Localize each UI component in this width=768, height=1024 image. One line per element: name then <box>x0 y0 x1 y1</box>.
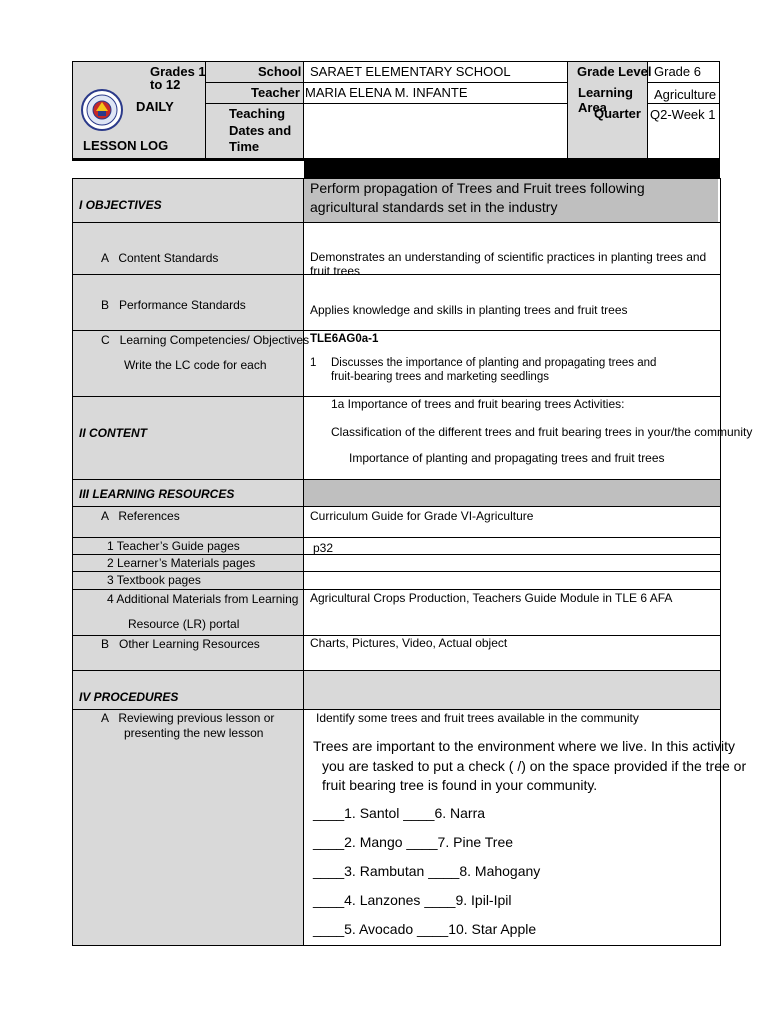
teacher-value: MARIA ELENA M. INFANTE <box>305 85 468 100</box>
learners-materials-label: 2 Learner’s Materials pages <box>107 556 256 570</box>
lc-number: 1 <box>310 357 317 369</box>
quarter-value: Q2-Week 1 <box>650 107 716 122</box>
learning-area-value: Agriculture <box>654 87 717 102</box>
other-resources-label: B Other Learning Resources <box>101 637 260 651</box>
lc-code: TLE6AG0a-1 <box>310 333 379 345</box>
activity-paragraph-3: fruit bearing tree is found in your community. <box>322 777 598 793</box>
performance-standards-value: Applies knowledge and skills in planting trees and fruit trees <box>310 303 628 317</box>
daily-label: DAILY <box>136 99 174 114</box>
tree-item-row: ____2. Mango ____7. Pine Tree <box>313 834 514 850</box>
school-value: SARAET ELEMENTARY SCHOOL <box>310 64 511 79</box>
teaching-dates-label: Teaching Dates and Time <box>229 106 292 154</box>
objectives-text: Perform propagation of Trees and Fruit trees following agricultural standards set in the industry <box>310 180 645 215</box>
content-line-1: 1a Importance of trees and fruit bearing trees Activities: <box>331 397 625 411</box>
content-standards-label: A Content Standards <box>101 251 219 265</box>
tree-item-row: ____1. Santol ____6. Narra <box>313 805 486 821</box>
procedures-label: IV PROCEDURES <box>79 690 179 704</box>
teachers-guide-value: p32 <box>313 541 334 555</box>
other-resources-value: Charts, Pictures, Video, Actual object <box>310 636 508 650</box>
grades-label-2: to 12 <box>150 77 181 92</box>
tree-item-row: ____4. Lanzones ____9. Ipil-Ipil <box>313 892 512 908</box>
tree-item-row: ____3. Rambutan ____8. Mahogany <box>313 863 541 879</box>
learning-area-label: Learning Area <box>578 85 633 115</box>
content-line-2: Classification of the different trees and fruit bearing trees in your/the community <box>331 425 753 439</box>
header-black-band <box>304 160 720 178</box>
content-line-3: Importance of planting and propagating trees and fruit trees <box>349 451 665 465</box>
grade-level-value: Grade 6 <box>654 64 701 79</box>
lc-text: Discusses the importance of planting and propagating trees and fruit-bearing trees and marketing seedlings <box>331 357 657 383</box>
additional-materials-value: Agricultural Crops Production, Teachers Guide Module in TLE 6 AFA <box>310 591 673 605</box>
content-standards-value: Demonstrates an understanding of scientific practices in planting trees and fruit trees <box>310 250 707 278</box>
grade-level-label: Grade Level <box>577 64 652 79</box>
activity-paragraph-1: Trees are important to the environment where we live. In this activity <box>313 738 735 754</box>
review-label-1: A Reviewing previous lesson or <box>101 711 275 725</box>
references-label: A References <box>101 509 180 523</box>
resources-label: III LEARNING RESOURCES <box>79 487 235 501</box>
activity-paragraph-2: you are tasked to put a check ( /) on the space provided if the tree or <box>322 758 747 774</box>
school-label: School <box>258 64 302 79</box>
objectives-label: I OBJECTIVES <box>79 198 162 212</box>
grades-label: Grades 1 <box>150 64 206 79</box>
textbook-pages-label: 3 Textbook pages <box>107 573 201 587</box>
tree-item-row: ____5. Avocado ____10. Star Apple <box>313 921 537 937</box>
lesson-log-label: LESSON LOG <box>83 138 169 153</box>
references-value: Curriculum Guide for Grade VI-Agriculture <box>310 509 534 523</box>
performance-standards-label: B Performance Standards <box>101 298 246 312</box>
resources-header-shading <box>304 480 720 506</box>
identify-text: Identify some trees and fruit trees available in the community <box>316 711 639 725</box>
quarter-label: Quarter <box>594 106 641 121</box>
competencies-label: C Learning Competencies/ Objectives <box>101 333 310 347</box>
procedures-header-shading <box>304 671 720 709</box>
teacher-label: Teacher <box>251 85 300 100</box>
deped-seal-icon <box>81 89 123 131</box>
content-label: II CONTENT <box>79 426 147 440</box>
additional-materials-label-1: 4 Additional Materials from Learning <box>107 592 299 606</box>
teachers-guide-label: 1 Teacher’s Guide pages <box>107 539 240 553</box>
competencies-sub: Write the LC code for each <box>124 358 267 372</box>
additional-materials-label-2: Resource (LR) portal <box>128 617 240 631</box>
review-label-2: presenting the new lesson <box>124 726 264 740</box>
